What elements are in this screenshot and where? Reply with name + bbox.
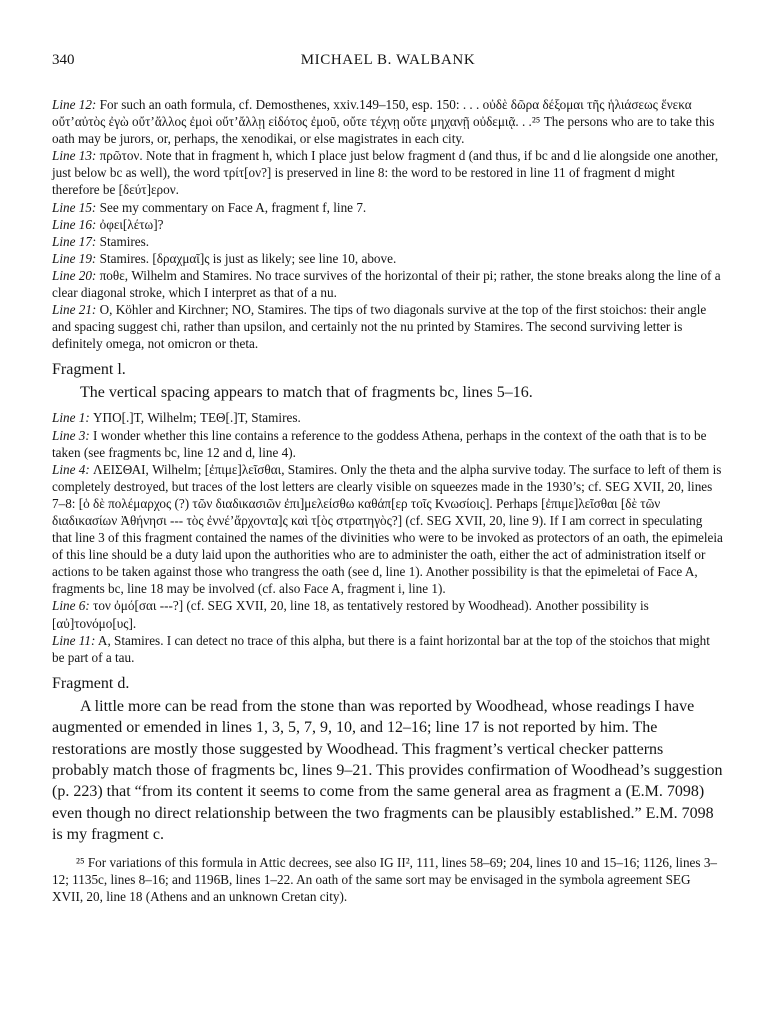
fragment-l-note-line-6: [52, 597, 724, 631]
page-header: [52, 52, 724, 76]
note-label: Line 16:: [52, 216, 97, 232]
running-head: MICHAEL B. WALBANK: [300, 52, 476, 68]
note-label: Line 17:: [52, 233, 97, 249]
note-line-19: [52, 250, 724, 267]
fragment-l-note-line-11: [52, 632, 724, 666]
note-label: Line 6:: [52, 598, 90, 614]
fragment-d-body: A little more can be read from the stone than was reported by Woodhead, whose readings I have augmented or emended in lines 1, 3, 5, 7, 9, 10, and 12–16; line 17 is not reported by him. The restorations are mostly those suggested by Woodhead. This fragment’s vertical checker patterns probably match those of fragments bc, lines 9–21. This provides confirmation of Woodhead’s suggestion (p. 223) that “from its content it seems to come from the same general area as fragment a (E.M. 7098) even though no direct relationship between the two fragments can be plausibly established.” E.M. 7098 is my fragment c.: [52, 697, 723, 844]
fragment-l-note-line-1: [52, 409, 724, 426]
note-label: Line 3:: [52, 427, 90, 443]
note-text: πρῶτον. Note that in fragment h, which I place just below fragment d (and thus, if bc and d lie alongside one another, just below bc as well), the word τρίτ[ον?] is preserved in line 8: the word to be restored in line 11 of fragment d might therefore be [δεύτ]ερον.: [52, 148, 719, 198]
note-line-12: [52, 96, 724, 147]
note-text: ΛΕΙΣΘΑΙ, Wilhelm; [ἐπιμε]λεῖσθαι, Stamires. Only the theta and the alpha survive today. The surface to left of them is completely destroyed, but traces of the lost letters are clearly visible on squeezes made in the 1930’s; cf. SEG XVII, 20, lines 7–8: [ὁ δὲ πολέμαρχος (?) τῶν διαδικασιῶν ἐπι]μελείσθω καθάπ[ερ τοῖς Κνωσίοις]. Perhaps [ἐπιμε]λεῖσθαι [δὲ τῶν διαδικασίων Ἀθήνησι --- τὸς ἐννέ’ἄρχοντα]ς καὶ τ[ὸς στρατηγὸς?] (cf. SEG XVII, 20, line 9). If I am correct in speculating that line 3 of this fragment contained the names of the divinities who were to be invoked as protectors of an oath, the epimeleia of this line should be a duty laid upon the authorities who are to administer the oath, either the act of administration itself or actions to be taken against those who trangress the oath (see d, line 1). Another possibility is that the epimeletai of Face A, fragments bc, line 18 may be involved (cf. also Face A, fragment i, line 1).: [52, 461, 723, 597]
fragment-l-heading: Fragment l.: [52, 361, 126, 379]
note-label: Line 19:: [52, 250, 97, 266]
note-text: See my commentary on Face A, fragment f, line 7.: [99, 199, 367, 215]
note-text: Stamires. [δραχμαῖ]ς is just as likely; see line 10, above.: [99, 250, 397, 266]
page: [52, 52, 724, 905]
fragment-l-note-line-4: [52, 461, 724, 598]
note-text: Stamires.: [99, 233, 150, 249]
fragment-d-heading: Fragment d.: [52, 674, 130, 692]
note-label: Line 12:: [52, 97, 97, 112]
note-text: For such an oath formula, cf. Demosthenes, xxiv.149–150, esp. 150: . . . οὐδὲ δῶρα δέξομαι τῆς ἡλιάσεως ἕνεκα οὔτ’αὐτὸς ἐγὼ οὔτ’ἄλλος ἐμοὶ οὔτ’ἄλλῃ εἰδότος ἐμοῦ, οὔτε τέχνῃ οὔτε μηχανῇ οὐδεμιᾷ. . .²⁵ The persons who are to take this oath may be jurors, or, perhaps, the xenodikai, or else magistrates in each city.: [52, 97, 715, 147]
note-line-21: [52, 301, 724, 352]
note-label: Line 13:: [52, 148, 97, 164]
note-text: A, Stamires. I can detect no trace of this alpha, but there is a faint horizontal bar at the top of the stoichos that might be part of a tau.: [52, 632, 710, 665]
note-line-15: [52, 199, 724, 216]
note-label: Line 11:: [52, 632, 96, 648]
note-label: Line 21:: [52, 302, 97, 318]
note-line-20: [52, 267, 724, 301]
note-label: Line 1:: [52, 410, 90, 426]
note-text: ποθε, Wilhelm and Stamires. No trace survives of the horizontal of their pi; rather, the stone breaks along the line of a clear diagonal stroke, which I interpret as that of a nu.: [52, 267, 721, 301]
page-number: 340: [52, 52, 75, 68]
note-line-16: [52, 216, 724, 233]
note-text: I wonder whether this line contains a reference to the goddess Athena, perhaps in the context of the oath that is to be taken (see fragments bc, line 12 and d, line 4).: [52, 427, 707, 460]
footnote-25: ²⁵ For variations of this formula in Attic decrees, see also IG II², 111, lines 58–69; 204, lines 10 and 15–16; 1126, lines 3–12; 1135c, lines 8–16; and 1196B, lines 1–22. An oath of the same sort may be envisaged in the symbola agreement SEG XVII, 20, line 18 (Athens and an unknown Cretan city).: [52, 854, 718, 904]
fragment-l-section: [52, 360, 724, 665]
note-text: ὀφει[λέτω]?: [99, 216, 164, 232]
fragment-l-intro: The vertical spacing appears to match that of fragments bc, lines 5–16.: [80, 384, 533, 402]
note-line-13: [52, 147, 724, 198]
note-line-17: [52, 233, 724, 250]
note-label: Line 4:: [52, 461, 90, 477]
note-label: Line 20:: [52, 267, 97, 283]
notes-top: [52, 96, 724, 352]
fragment-l-note-line-3: [52, 427, 724, 461]
note-text: ΥΠΟ[.]Τ, Wilhelm; ΤΕΘ[.]Τ, Stamires.: [93, 410, 301, 426]
note-label: Line 15:: [52, 199, 97, 215]
note-text: O, Köhler and Kirchner; NO, Stamires. The tips of two diagonals survive at the top of the first stoichos: their angle and spacing suggest chi, rather than upsilon, and certainly not the nu printed by Stamires. The second surviving letter is definitely omega, not omicron or theta.: [52, 302, 707, 352]
note-text: τον ὀμό[σαι ---?] (cf. SEG XVII, 20, line 18, as tentatively restored by Woodhead). Another possibility is [αὐ]τονόμο[υς].: [52, 598, 649, 631]
fragment-d-section: [52, 674, 724, 846]
